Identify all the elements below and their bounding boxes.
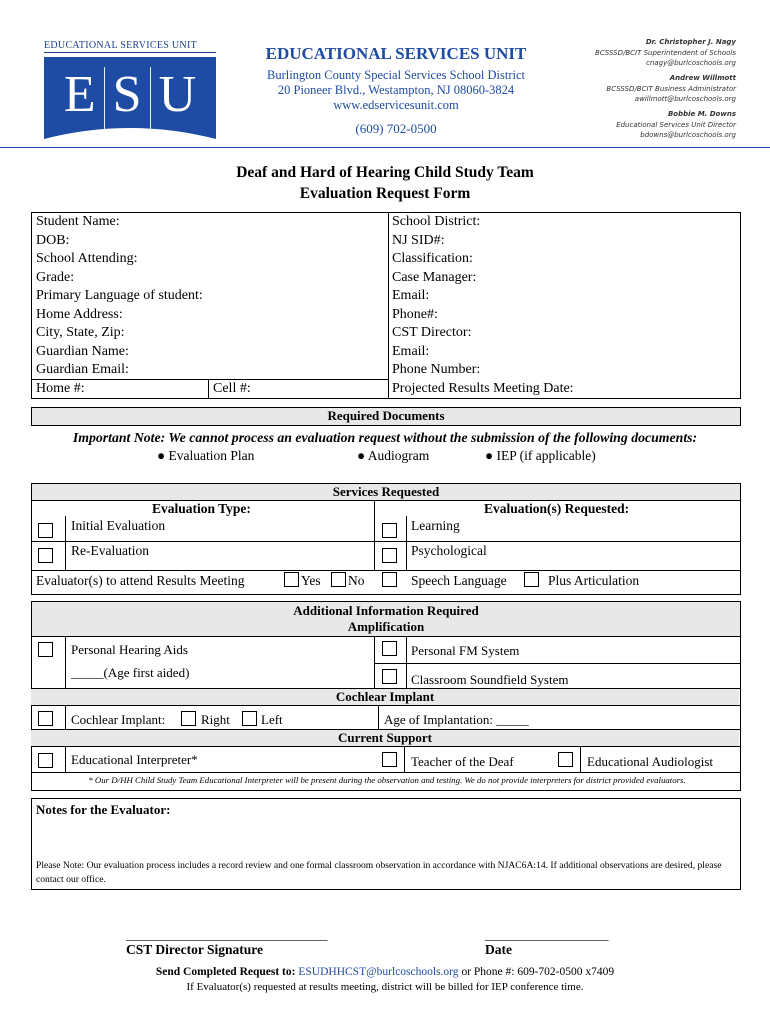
cochlear-left-label: Left (261, 712, 283, 727)
soundfield-checkbox[interactable] (382, 669, 397, 684)
send-request-line (0, 966, 770, 978)
cochlear-heading: Cochlear Implant (31, 689, 739, 705)
form-title-line2: Evaluation Request Form (299, 185, 471, 202)
esu-logo (44, 57, 216, 139)
table-divider (374, 500, 375, 570)
interpreter-label: Educational Interpreter* (71, 752, 198, 767)
doc-iep: ● IEP (if applicable) (485, 448, 596, 463)
field-nj-sid[interactable]: NJ SID#: (392, 232, 445, 248)
age-first-aided[interactable]: _____(Age first aided) (71, 665, 190, 680)
field-cst-director[interactable]: CST Director: (392, 325, 472, 340)
table-divider (406, 516, 407, 570)
logo-divider (104, 67, 105, 129)
attend-yes-label: Yes (301, 573, 321, 588)
org-name: EDUCATIONAL SERVICES UNIT (265, 44, 527, 63)
submission-phone: or Phone #: 609-702-0500 x7409 (458, 966, 615, 978)
attend-no-label: No (348, 573, 365, 588)
psych-checkbox[interactable] (382, 548, 397, 563)
interpreter-footnote: * Our D/HH Child Study Team Educational Interpreter will be present during the observation and testing. We do not provide interpreters for district provided evaluators. (88, 775, 686, 785)
initial-eval-label: Initial Evaluation (71, 518, 166, 533)
additional-info-header (31, 601, 741, 637)
contact-superintendent (516, 37, 736, 69)
billing-note: If Evaluator(s) requested at results meeting, district will be billed for IEP conference time. (186, 981, 584, 993)
field-case-manager[interactable]: Case Manager: (392, 269, 477, 285)
field-guardian-email[interactable]: Guardian Email: (36, 362, 129, 377)
logo-wave-icon (44, 121, 216, 139)
cochlear-checkbox[interactable] (38, 711, 53, 726)
cst-signature-label: CST Director Signature (126, 942, 264, 957)
logo-letter-e: E (63, 65, 96, 123)
table-divider (31, 772, 740, 773)
field-primary-language[interactable]: Primary Language of student: (36, 288, 203, 303)
table-divider (65, 516, 66, 570)
contact-name: Bobbie M. Downs (667, 110, 736, 118)
hearing-aids-label: Personal Hearing Aids (71, 642, 188, 657)
initial-eval-checkbox[interactable] (38, 523, 53, 538)
table-divider (406, 636, 407, 688)
attend-no-checkbox[interactable] (331, 572, 346, 587)
table-divider (378, 705, 379, 729)
speech-checkbox[interactable] (382, 572, 397, 587)
field-grade[interactable]: Grade: (36, 269, 75, 285)
table-divider (65, 636, 66, 688)
cst-signature-line[interactable]: _______________________________ (126, 927, 328, 942)
contact-email[interactable]: bdowns@burlcoschools.org (640, 131, 736, 139)
plus-artic-checkbox[interactable] (524, 572, 539, 587)
field-city-state-zip[interactable]: City, State, Zip: (36, 325, 125, 340)
logo-divider (150, 67, 151, 129)
cochlear-label: Cochlear Implant: (71, 712, 166, 727)
logo-caption: EDUCATIONAL SERVICES UNIT (44, 40, 197, 51)
audiologist-label: Educational Audiologist (587, 754, 714, 769)
current-support-heading: Current Support (31, 730, 739, 746)
table-divider (31, 541, 740, 542)
field-case-manager-email[interactable]: Email: (392, 288, 430, 303)
reeval-label: Re-Evaluation (71, 543, 149, 558)
address: 20 Pioneer Blvd., Westampton, NJ 08060-3824 (277, 83, 515, 97)
contact-name: Dr. Christopher J. Nagy (645, 38, 736, 46)
field-school-attending[interactable]: School Attending: (36, 251, 138, 266)
contact-director (516, 109, 736, 141)
reeval-checkbox[interactable] (38, 548, 53, 563)
attend-yes-checkbox[interactable] (284, 572, 299, 587)
date-label: Date (485, 942, 512, 957)
student-info-right-fields (392, 213, 574, 398)
field-home-phone[interactable]: Home #: (36, 380, 85, 396)
district-name: Burlington County Special Services School District (267, 68, 525, 82)
audiologist-checkbox[interactable] (558, 752, 573, 767)
table-divider (208, 379, 209, 398)
doc-audiogram: ● Audiogram (357, 448, 430, 463)
student-info-left-fields (36, 213, 203, 398)
main-phone: (609) 702-0500 (355, 121, 437, 136)
please-note-text: Please Note: Our evaluation process includes a record review and one formal classroom observation in accordance with NJAC6A:14. If additional observations are desired, please contact our office. (36, 860, 722, 885)
table-divider (580, 746, 581, 772)
field-guardian-name[interactable]: Guardian Name: (36, 343, 129, 359)
logo-rule (44, 52, 216, 53)
submission-email-link[interactable]: ESUDHHCST@burlcoschools.org (298, 966, 459, 978)
services-heading: Services Requested (31, 483, 741, 501)
field-dob[interactable]: DOB: (36, 232, 70, 248)
header-divider (0, 147, 770, 148)
teacher-deaf-label: Teacher of the Deaf (411, 754, 514, 769)
field-phone-number[interactable]: Phone Number: (392, 362, 481, 377)
table-divider (404, 746, 405, 772)
field-cell-phone[interactable]: Cell #: (213, 381, 251, 396)
cochlear-left-checkbox[interactable] (242, 711, 257, 726)
required-docs-heading: Required Documents (31, 407, 741, 426)
table-divider (65, 705, 66, 729)
field-cst-email[interactable]: Email: (392, 343, 430, 359)
amplification-heading: Amplification (347, 619, 425, 634)
field-student-name[interactable]: Student Name: (36, 214, 120, 229)
contact-email[interactable]: awillmott@burlcoschools.org (634, 95, 736, 103)
soundfield-label: Classroom Soundfield System (411, 672, 569, 687)
contact-role: BCSSSD/BCIT Superintendent of Schools (594, 48, 736, 57)
table-divider (65, 746, 66, 772)
learning-checkbox[interactable] (382, 523, 397, 538)
table-divider (374, 663, 740, 664)
date-line[interactable]: ___________________ (485, 927, 609, 942)
website[interactable]: www.edservicesunit.com (333, 98, 459, 112)
age-implantation[interactable]: Age of Implantation: _____ (384, 712, 529, 727)
field-results-meeting-date[interactable]: Projected Results Meeting Date: (392, 380, 574, 396)
form-title-line1: Deaf and Hard of Hearing Child Study Team (236, 164, 534, 181)
learning-label: Learning (411, 518, 460, 533)
table-divider (31, 570, 740, 571)
important-note: Important Note: We cannot process an evaluation request without the submission of the following documents: (72, 430, 698, 445)
contact-email[interactable]: cnagy@burlcoschools.org (646, 59, 736, 67)
contact-role: Educational Services Unit Director (616, 120, 736, 129)
hearing-aids-checkbox[interactable] (38, 642, 53, 657)
notes-heading: Notes for the Evaluator: (36, 802, 171, 817)
cochlear-right-checkbox[interactable] (181, 711, 196, 726)
table-divider (31, 705, 740, 706)
field-classification[interactable]: Classification: (392, 251, 473, 266)
interpreter-checkbox[interactable] (38, 753, 53, 768)
logo-letter-s: S (112, 65, 142, 123)
field-school-district[interactable]: School District: (392, 214, 481, 229)
cochlear-right-label: Right (201, 712, 230, 727)
contact-business-admin (516, 73, 736, 105)
table-divider (31, 746, 740, 747)
additional-info-heading: Additional Information Required (293, 603, 479, 618)
personal-fm-checkbox[interactable] (382, 641, 397, 656)
doc-evaluation-plan: ● Evaluation Plan (157, 448, 255, 463)
eval-type-label: Evaluation Type: (152, 501, 251, 516)
psych-label: Psychological (411, 543, 487, 558)
teacher-deaf-checkbox[interactable] (382, 752, 397, 767)
evaluators-attend-label: Evaluator(s) to attend Results Meeting (36, 573, 245, 588)
logo-letter-u: U (158, 65, 197, 123)
field-home-address[interactable]: Home Address: (36, 306, 123, 322)
contact-name: Andrew Willmott (669, 74, 736, 82)
speech-label: Speech Language (411, 573, 507, 588)
field-phone[interactable]: Phone#: (392, 306, 438, 322)
contact-role: BCSSSD/BCIT Business Administrator (606, 84, 736, 93)
evals-requested-label: Evaluation(s) Requested: (484, 501, 630, 516)
personal-fm-label: Personal FM System (411, 643, 520, 658)
table-divider (374, 636, 375, 688)
table-divider (388, 212, 389, 399)
plus-artic-label: Plus Articulation (548, 573, 640, 588)
send-prefix: Send Completed Request to: (155, 966, 296, 978)
